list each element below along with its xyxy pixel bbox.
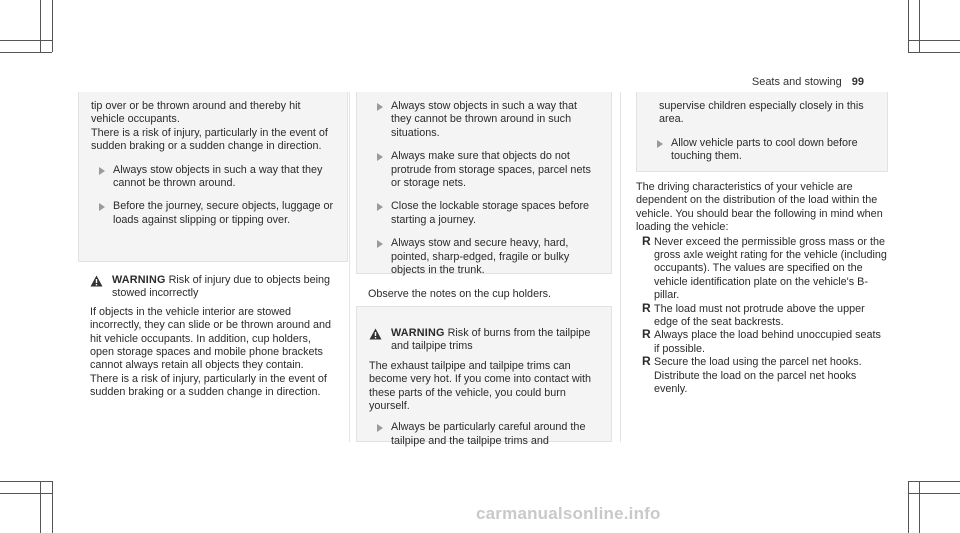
warning-heading: [369, 327, 599, 354]
crop-mark: [0, 481, 52, 482]
bullet-arrow-icon: [99, 167, 105, 175]
paragraph: The exhaust tailpipe and tailpipe trims can become very hot. If you come into contact with these parts of the vehicle, you could burn yourself.: [369, 359, 592, 413]
warning-label: WARNING: [391, 327, 445, 339]
bullet-text: Always be particularly careful around the tailpipe and the tailpipe trims and: [391, 421, 586, 447]
action-bullet: [369, 200, 599, 227]
warning-box-continued: [636, 92, 888, 172]
list-bullet-icon: R: [642, 354, 651, 369]
list-bullet-icon: R: [642, 327, 651, 342]
warning-box: [356, 306, 612, 447]
paragraph: There is a risk of injury, particularly in the event of sudden braking or a sudden change in direction.: [90, 372, 327, 399]
warning-triangle-icon: [369, 328, 382, 340]
list-item: [636, 233, 888, 303]
bullet-arrow-icon: [657, 140, 663, 148]
crop-mark: [52, 481, 53, 533]
loading-section: [636, 181, 888, 397]
crop-mark: [0, 493, 52, 494]
action-bullet: [369, 237, 599, 277]
crop-mark: [40, 481, 41, 533]
bullet-text: Close the lockable storage spaces before starting a journey.: [391, 200, 590, 226]
list-item: [636, 300, 888, 330]
action-bullet: [369, 421, 599, 448]
bullet-text: Before the journey, secure objects, luggage or loads against slipping or tipping over.: [113, 200, 334, 226]
warning-box-continued: [356, 92, 612, 277]
column-divider: [349, 92, 350, 442]
crop-mark: [919, 481, 920, 533]
crop-mark: [0, 52, 52, 53]
paragraph: If objects in the vehicle interior are stowed incorrectly, they can slide or be thrown around and hit vehicle occupants. In addition, cup holders, open storage spaces and mobile phone brackets cannot always retain all objects they contain.: [90, 305, 332, 372]
watermark: carmanualsonline.info: [476, 504, 661, 523]
warning-triangle-icon: [90, 275, 103, 287]
paragraph: There is a risk of injury, particularly in the event of sudden braking or a sudden change in direction.: [91, 126, 328, 153]
crop-mark: [52, 0, 53, 52]
bullet-text: Always stow and secure heavy, hard, pointed, sharp-edged, fragile or bulky objects in the trunk.: [391, 237, 570, 277]
bullet-arrow-icon: [377, 153, 383, 161]
list-item: [636, 329, 888, 356]
bullet-text: Always make sure that objects do not protrude from storage spaces, parcel nets or storage nets.: [391, 150, 591, 190]
running-header: [752, 76, 864, 88]
page-number: 99: [851, 76, 864, 88]
list-bullet-icon: R: [642, 233, 651, 248]
action-bullet: [649, 137, 875, 164]
warning-box-continued: [78, 92, 348, 262]
bullet-text: Always stow objects in such a way that they cannot be thrown around in such situations.: [391, 100, 578, 139]
note-text: Observe the notes on the cup holders.: [368, 288, 552, 300]
crop-mark: [908, 52, 960, 53]
bullet-arrow-icon: [377, 203, 383, 211]
list-item: [636, 356, 888, 396]
bullet-arrow-icon: [377, 240, 383, 248]
list-item-text: The load must not protrude above the upper edge of the seat backrests.: [654, 302, 865, 329]
crop-mark: [908, 481, 909, 533]
crop-mark: [919, 0, 920, 52]
paragraph: The driving characteristics of your vehicle are dependent on the distribution of the load within the vehicle. You should bear the following in mind when loading the vehicle:: [636, 181, 883, 234]
section-title: Seats and stowing: [751, 76, 842, 88]
list-item-text: Never exceed the permissible gross mass or the gross axle weight rating for the vehicle (including occupants). The values are specified on the vehicle identification plate on the vehicle's B-pillar.: [654, 235, 887, 302]
crop-mark: [40, 0, 41, 52]
bullet-text: Allow vehicle parts to cool down before touching them.: [671, 136, 858, 163]
action-bullet: [91, 200, 335, 227]
warning-title: Risk of burns from the tailpipe and tailpipe trims: [391, 327, 591, 353]
warning-label: WARNING: [112, 274, 166, 286]
list-item-text: Secure the load using the parcel net hooks. Distribute the load on the parcel net hooks evenly.: [654, 356, 862, 396]
crop-mark: [908, 40, 960, 41]
column-divider: [620, 92, 621, 442]
warning-box: [78, 266, 348, 442]
list-bullet-icon: R: [642, 300, 651, 315]
action-bullet: [369, 150, 599, 190]
paragraph: supervise children especially closely in this area.: [659, 100, 864, 126]
list-item-text: Always place the load behind unoccupied seats if possible.: [654, 329, 881, 355]
crop-mark: [0, 40, 52, 41]
action-bullet: [91, 164, 335, 191]
bullet-text: Always stow objects in such a way that they cannot be thrown around.: [113, 163, 323, 190]
bullet-arrow-icon: [377, 424, 383, 432]
crop-mark: [908, 493, 960, 494]
paragraph: tip over or be thrown around and thereby hit vehicle occupants.: [91, 100, 301, 126]
warning-title: Risk of injury due to objects being stowed incorrectly: [112, 274, 331, 300]
bullet-arrow-icon: [99, 203, 105, 211]
action-bullet: [369, 100, 599, 140]
bullet-arrow-icon: [377, 103, 383, 111]
crop-mark: [908, 481, 960, 482]
crop-mark: [908, 0, 909, 52]
warning-heading: [90, 274, 336, 301]
